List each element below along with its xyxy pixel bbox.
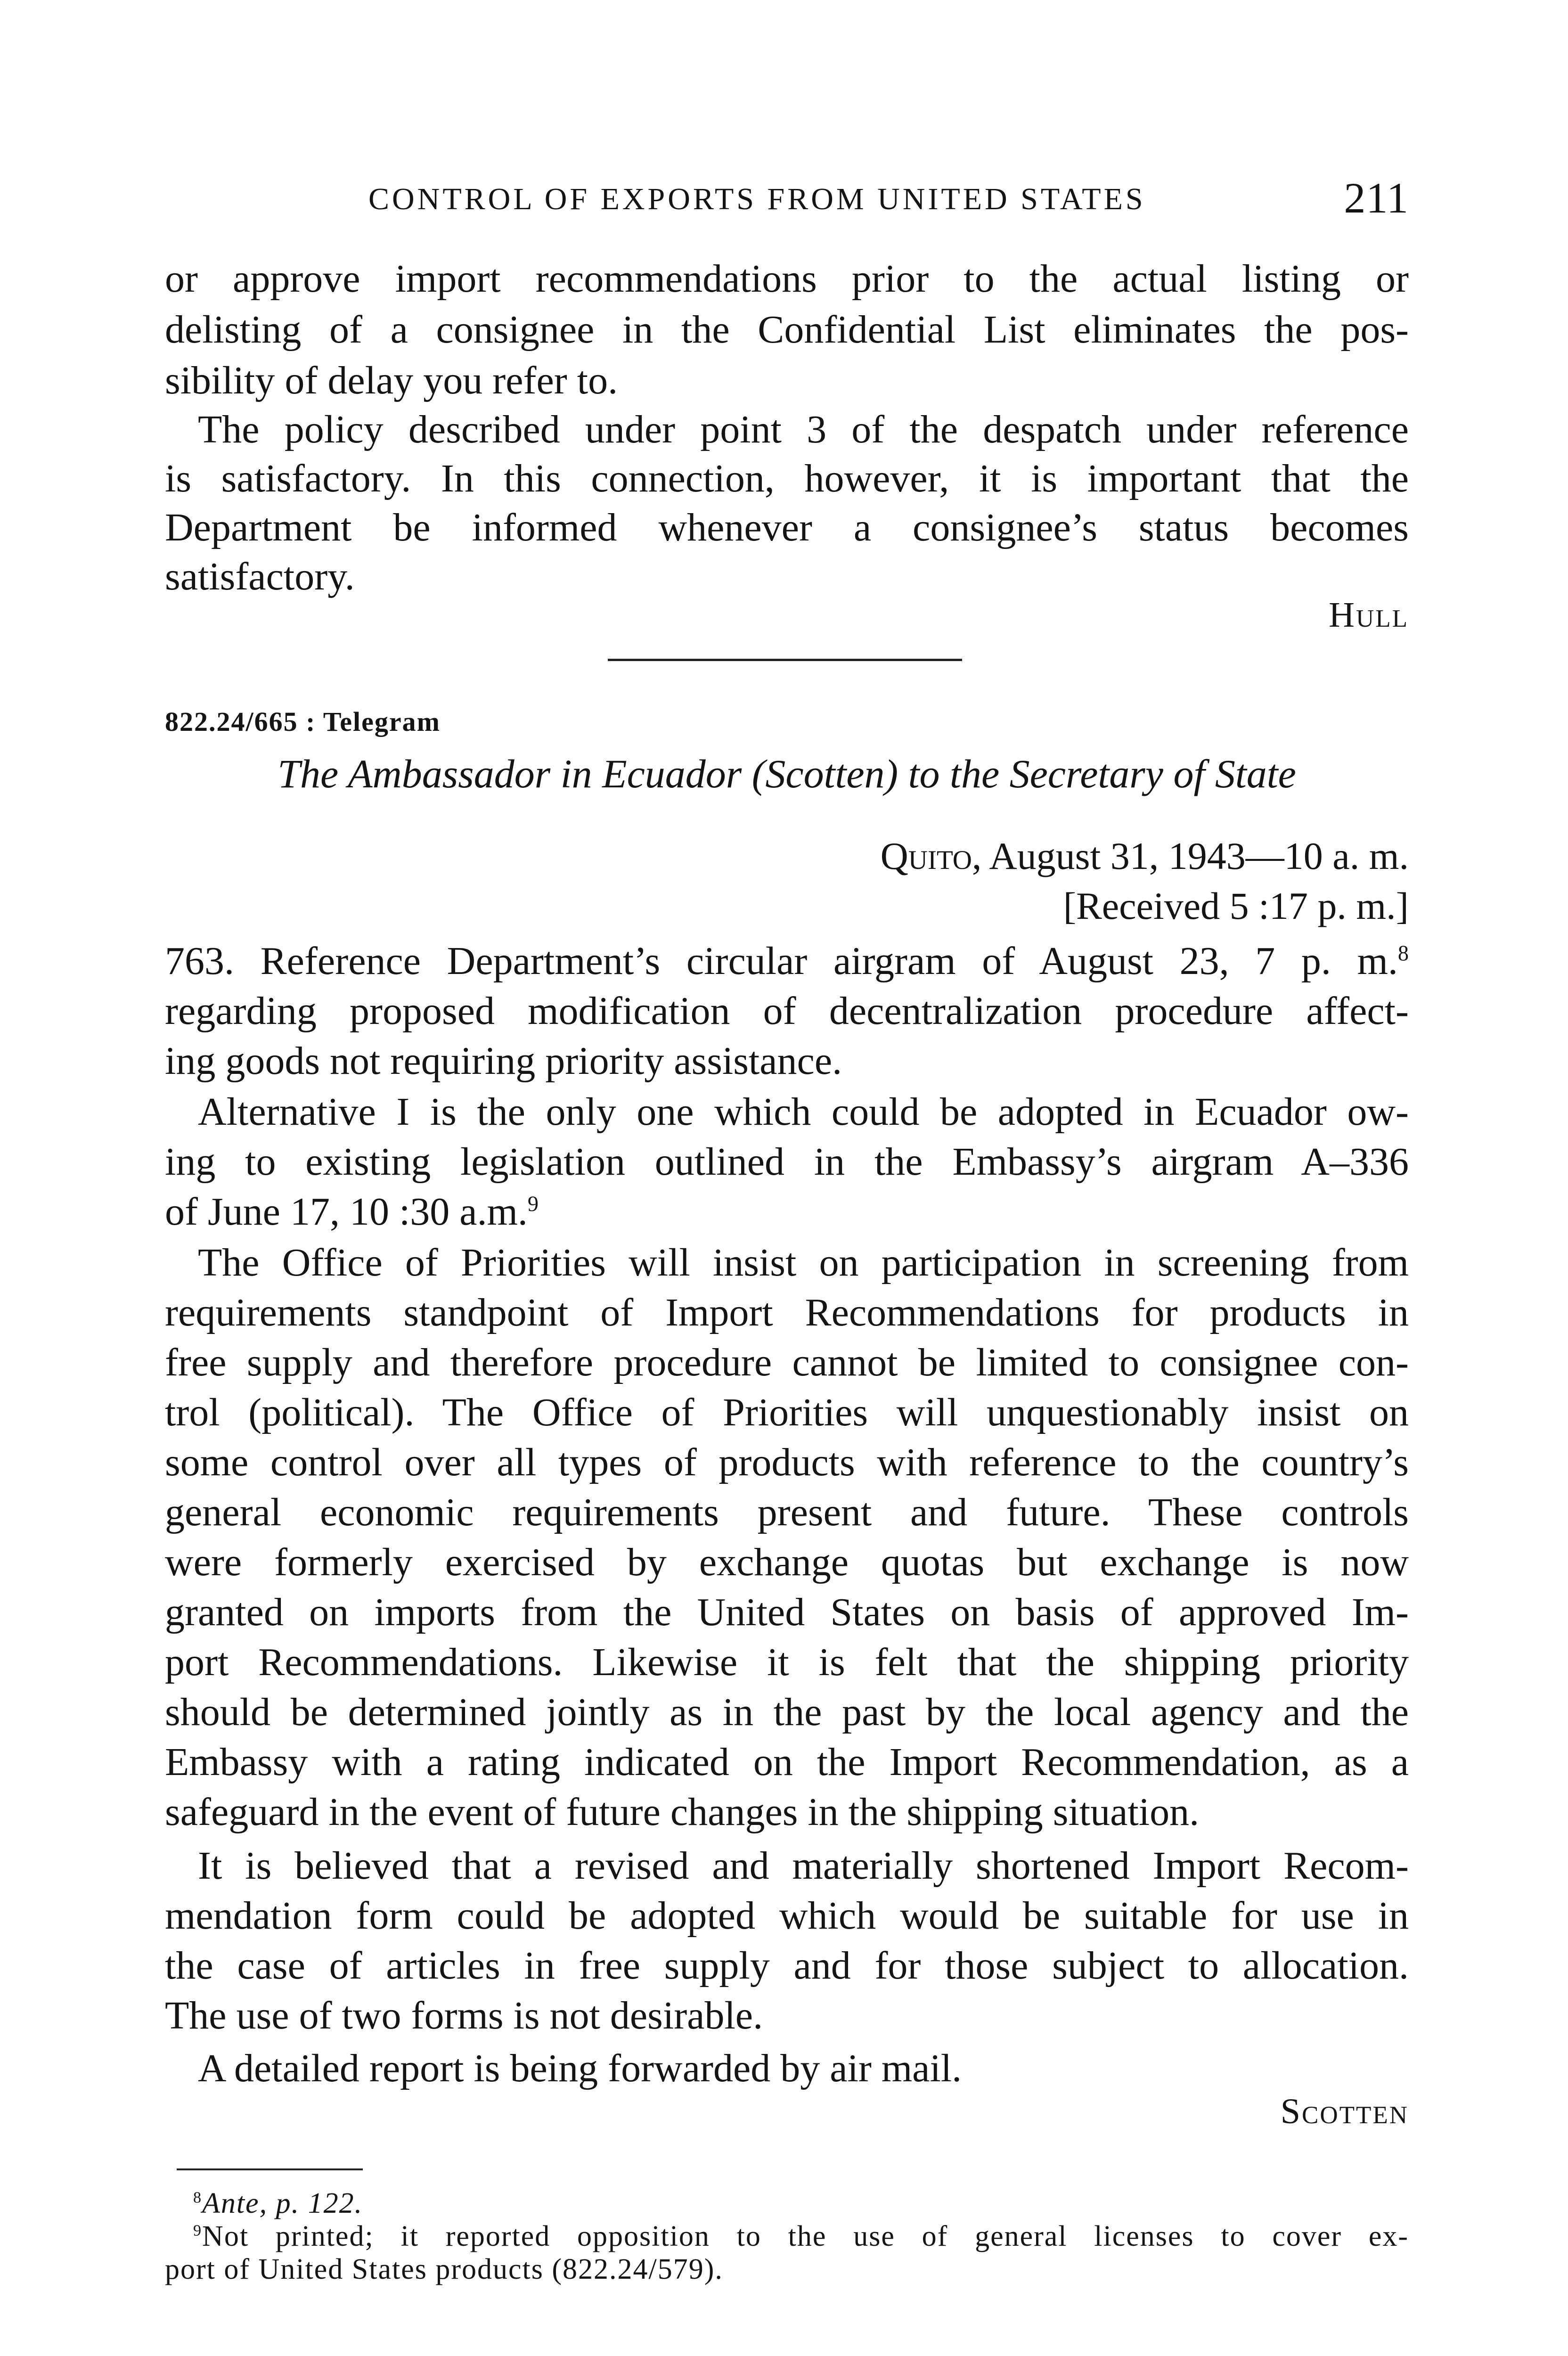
text-line: requirements standpoint of Import Recommendations for products in bbox=[165, 1291, 1409, 1334]
signature-scotten: Scotten bbox=[1280, 2092, 1409, 2131]
footnote-rule bbox=[177, 2168, 363, 2170]
text-line: granted on imports from the United States on basis of approved Im- bbox=[165, 1590, 1409, 1634]
telegram-para-3-line-1 bbox=[198, 1237, 1409, 1288]
telegram-para-3-line-9 bbox=[165, 1637, 1409, 1688]
text-line: The Office of Priorities will insist on participation in screening from bbox=[198, 1241, 1409, 1284]
telegram-para-2-line-1 bbox=[198, 1087, 1409, 1137]
footnote-9-line-1 bbox=[193, 2220, 1409, 2252]
telegram-para-3-line-3 bbox=[165, 1337, 1409, 1388]
telegram-para-3-line-10 bbox=[165, 1687, 1409, 1738]
telegram-para-3-line-4 bbox=[165, 1387, 1409, 1438]
text-line: delisting of a consignee in the Confidential List eliminates the pos- bbox=[165, 308, 1409, 352]
text-line: satisfactory. bbox=[165, 555, 355, 598]
footnote-text-9-line-1: Not printed; it reported opposition to the use of general licenses to cover ex- bbox=[202, 2220, 1409, 2252]
text-line: It is believed that a revised and materially shortened Import Recom- bbox=[198, 1844, 1409, 1888]
text-line: Embassy with a rating indicated on the Import Recommendation, as a bbox=[165, 1740, 1409, 1784]
section-divider bbox=[608, 659, 962, 661]
telegram-para-4-line-1 bbox=[198, 1841, 1409, 1891]
telegram-para-4-line-4 bbox=[165, 1990, 1409, 2041]
text-line: trol (political). The Office of Priorities will unquestionably insist on bbox=[165, 1391, 1409, 1434]
dateline-date: , August 31, 1943—10 a. m. bbox=[972, 834, 1409, 877]
paragraph-policy-line-2 bbox=[165, 453, 1409, 504]
text-line: Department be informed whenever a consignee’s status becomes bbox=[165, 506, 1409, 549]
running-head: CONTROL OF EXPORTS FROM UNITED STATES bbox=[368, 182, 1146, 216]
text-line: 763. Reference Department’s circular airgram of August 23, 7 p. m.$^8$ bbox=[165, 939, 1409, 983]
text-line: free supply and therefore procedure cannot be limited to consignee con- bbox=[165, 1341, 1409, 1384]
telegram-para-1-line-1 bbox=[165, 936, 1409, 987]
text-line: the case of articles in free supply and for those subject to allocation. bbox=[165, 1944, 1409, 1988]
text-line: or approve import recommendations prior to the actual listing or bbox=[165, 257, 1409, 301]
dateline-place: Quito bbox=[880, 834, 972, 877]
paragraph-continuation bbox=[165, 254, 1409, 304]
footnote-8 bbox=[193, 2187, 1409, 2219]
telegram-para-3-line-8 bbox=[165, 1587, 1409, 1638]
text-line: is satisfactory. In this connection, however, it is important that the bbox=[165, 457, 1409, 500]
telegram-para-3-line-7 bbox=[165, 1537, 1409, 1588]
paragraph-policy-line-3 bbox=[165, 502, 1409, 553]
text-line: The policy described under point 3 of the despatch under reference bbox=[198, 408, 1409, 451]
page-number: 211 bbox=[1344, 174, 1409, 222]
text-line: ing to existing legislation outlined in the Embassy’s airgram A–336 bbox=[165, 1140, 1409, 1184]
paragraph-continuation-line-2 bbox=[165, 304, 1409, 355]
page-header bbox=[165, 174, 1409, 224]
text-line: regarding proposed modification of decentralization procedure affect- bbox=[165, 989, 1409, 1033]
document-title: The Ambassador in Ecuador (Scotten) to the Secretary of State bbox=[278, 751, 1296, 796]
file-reference: 822.24/665 : Telegram bbox=[165, 706, 441, 737]
text-line: Alternative I is the only one which could be adopted in Ecuador ow- bbox=[198, 1090, 1409, 1134]
text-line: should be determined jointly as in the past by the local agency and the bbox=[165, 1690, 1409, 1734]
footnote-marker-9: 9 bbox=[193, 2222, 203, 2240]
footnote-marker-8: 8 bbox=[193, 2189, 203, 2207]
footnote-9-line-2: port of United States products (822.24/579). bbox=[165, 2253, 723, 2285]
telegram-para-5-line-1 bbox=[198, 2043, 1409, 2094]
footnote-ref-9: 9 bbox=[527, 1192, 539, 1216]
telegram-para-2-line-3 bbox=[165, 1186, 1409, 1237]
telegram-para-1-line-2 bbox=[165, 986, 1409, 1037]
paragraph-policy-line-1 bbox=[198, 404, 1409, 455]
telegram-para-3-line-12 bbox=[165, 1787, 1409, 1838]
text-line: general economic requirements present and future. These controls bbox=[165, 1490, 1409, 1534]
telegram-para-4-line-3 bbox=[165, 1940, 1409, 1991]
text-line: were formerly exercised by exchange quotas but exchange is now bbox=[165, 1540, 1409, 1584]
text-line: sibility of delay you refer to. bbox=[165, 359, 618, 402]
text-line: A detailed report is being forwarded by air mail. bbox=[198, 2046, 962, 2090]
paragraph-continuation-line-3 bbox=[165, 355, 1409, 406]
received-line: [Received 5 :17 p. m.] bbox=[1063, 884, 1409, 927]
telegram-para-3-line-6 bbox=[165, 1487, 1409, 1538]
telegram-para-3-line-11 bbox=[165, 1737, 1409, 1788]
footnote-text-8: Ante, p. 122. bbox=[202, 2187, 363, 2219]
telegram-para-3-line-2 bbox=[165, 1287, 1409, 1338]
telegram-para-1-line-3 bbox=[165, 1036, 1409, 1087]
text-line: The use of two forms is not desirable. bbox=[165, 1994, 763, 2037]
footnote-ref-8: 8 bbox=[1397, 941, 1409, 965]
telegram-para-2-line-2 bbox=[165, 1137, 1409, 1187]
text-line: safeguard in the event of future changes in the shipping situation. bbox=[165, 1790, 1200, 1834]
telegram-para-4-line-2 bbox=[165, 1890, 1409, 1941]
text-line: some control over all types of products with reference to the country’s bbox=[165, 1440, 1409, 1484]
telegram-para-3-line-5 bbox=[165, 1437, 1409, 1488]
signature-hull: Hull bbox=[1329, 595, 1409, 635]
text-line: ing goods not requiring priority assistance. bbox=[165, 1039, 842, 1083]
dateline bbox=[165, 834, 1409, 878]
text-line: mendation form could be adopted which would be suitable for use in bbox=[165, 1894, 1409, 1938]
text-line: of June 17, 10 :30 a.m.$^9$ bbox=[165, 1190, 539, 1234]
text-line: port Recommendations. Likewise it is felt that the shipping priority bbox=[165, 1640, 1409, 1684]
